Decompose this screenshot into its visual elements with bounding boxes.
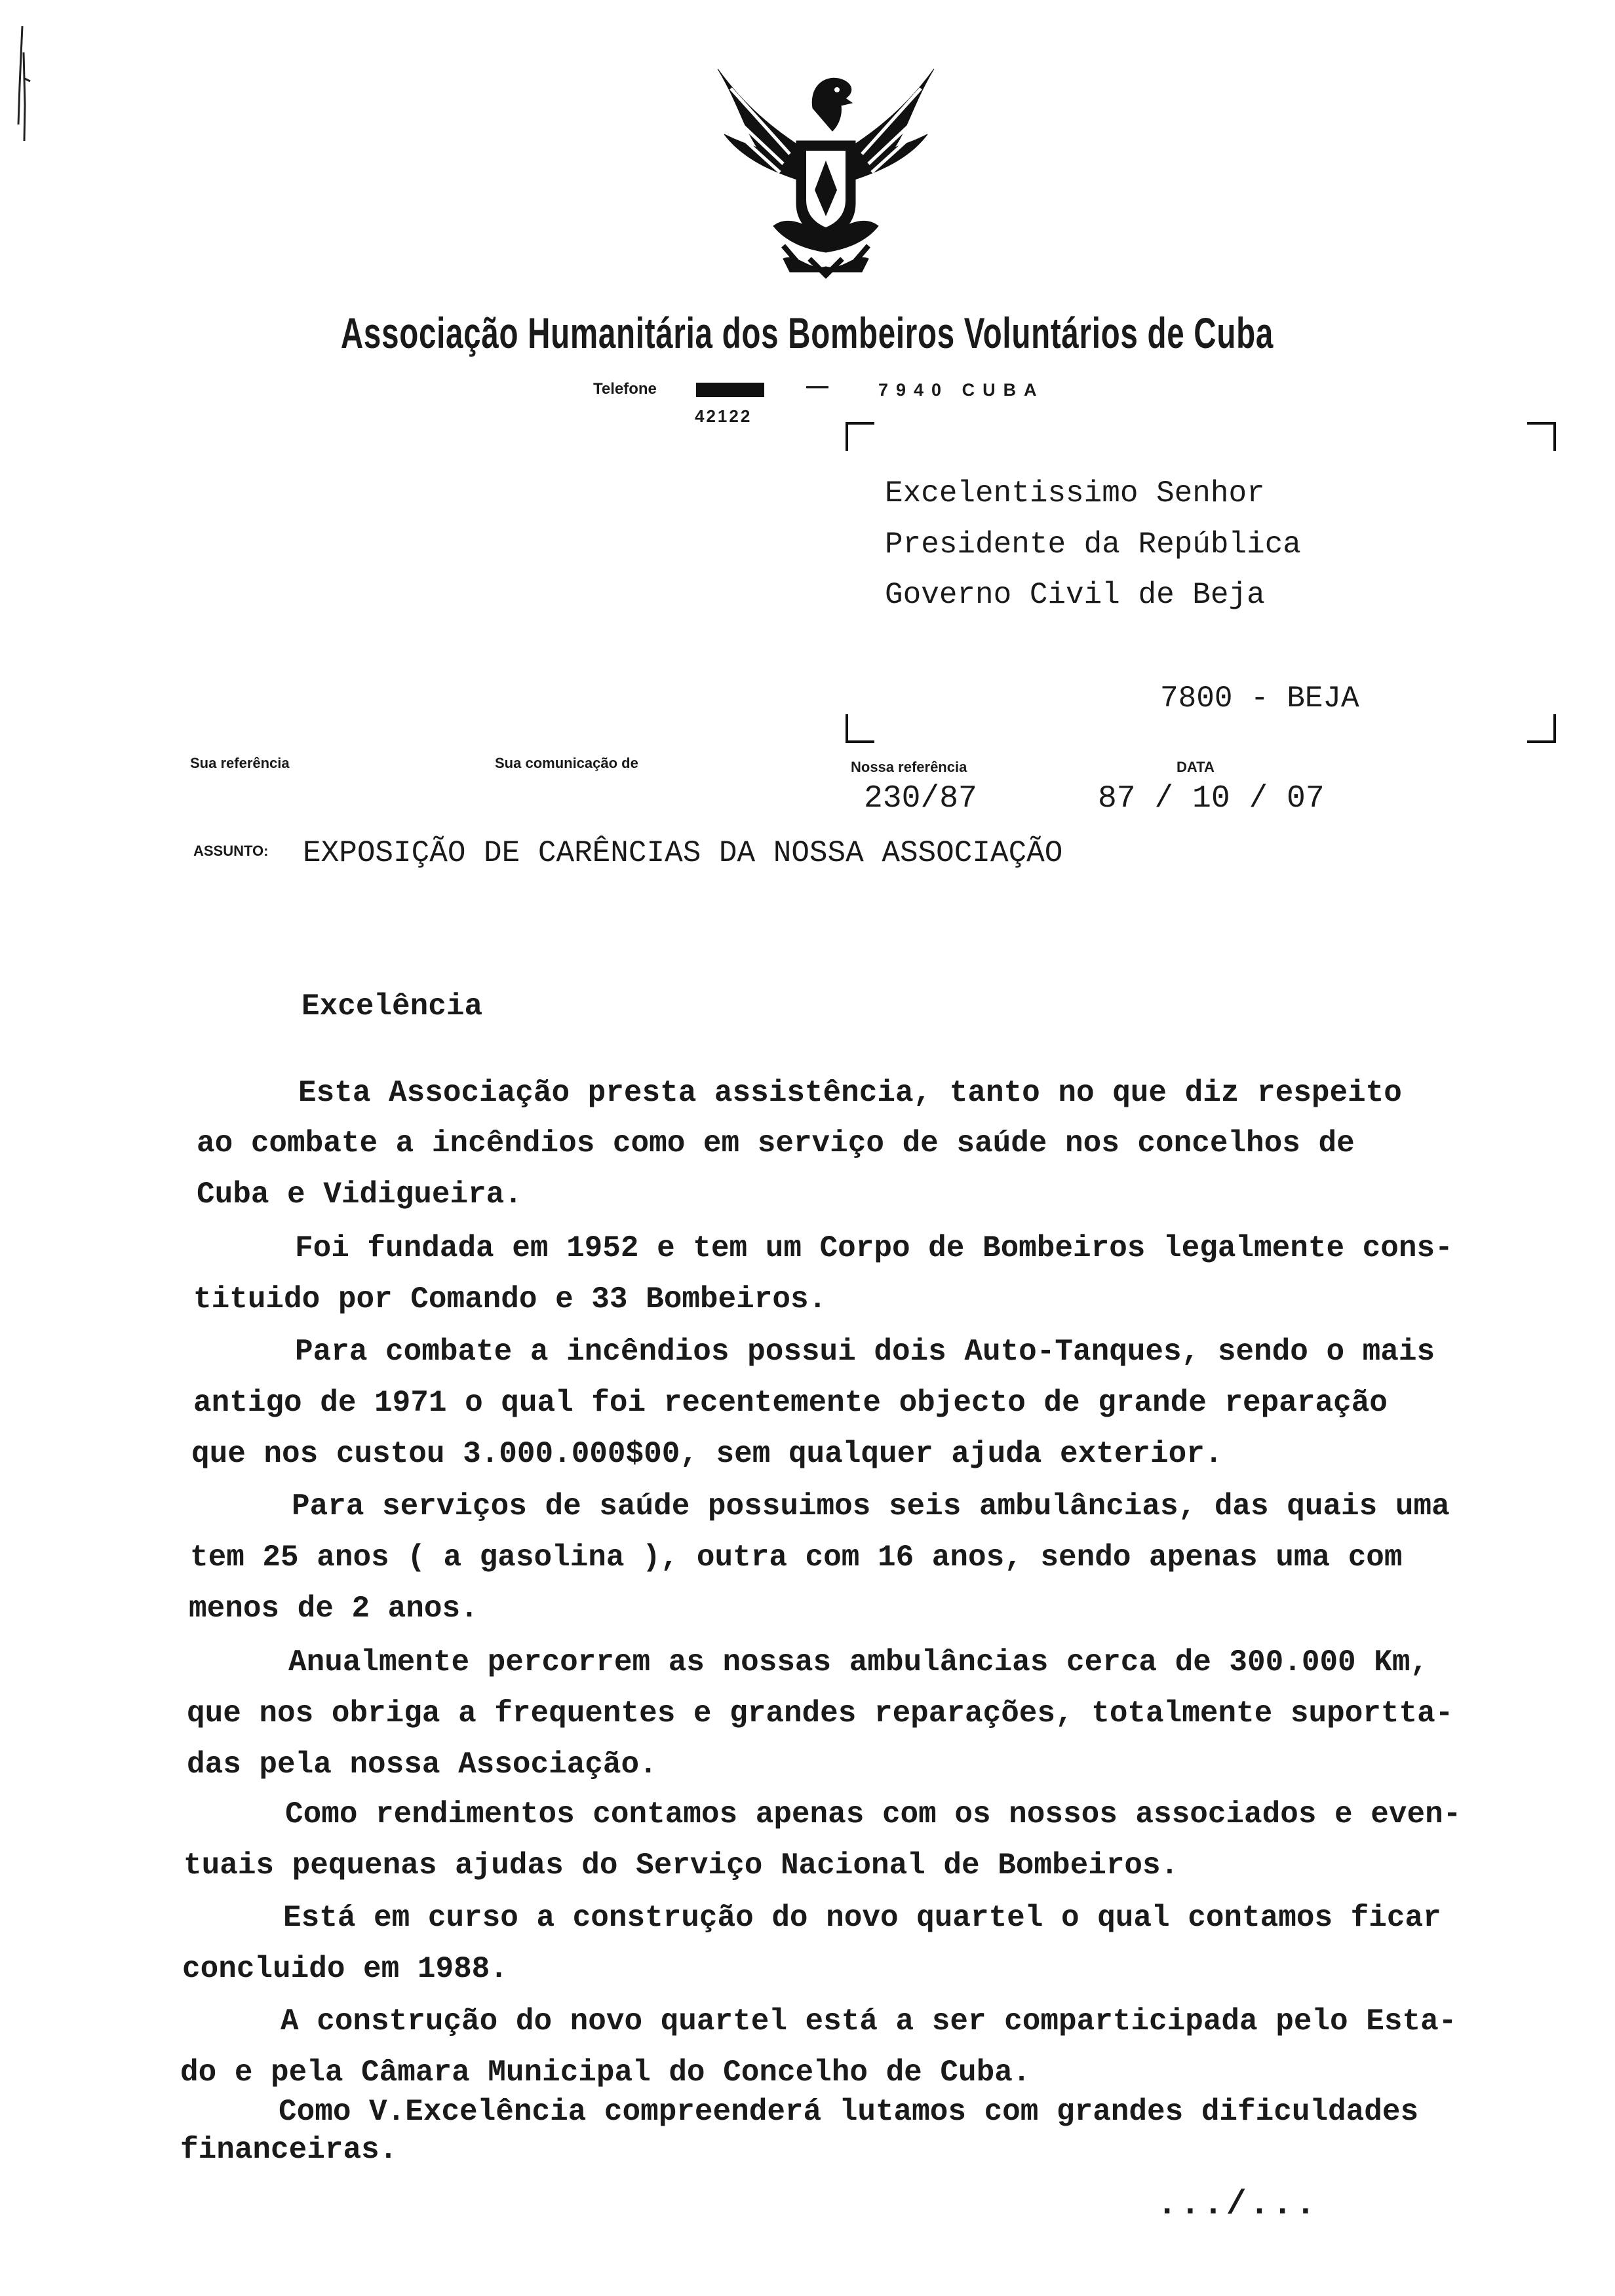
body-line: do e pela Câmara Municipal do Concelho de Cuba. <box>180 2056 1031 2090</box>
recipient-postal: 7800 - BEJA <box>1160 681 1359 716</box>
body-line: Está em curso a construção do novo quartel o qual contamos ficar <box>283 1901 1441 1935</box>
body-line: que nos obriga a frequentes e grandes reparações, totalmente suportta- <box>187 1696 1454 1731</box>
eagle-crest-icon <box>711 62 941 278</box>
phone-number: 42122 <box>695 406 752 426</box>
data-label: DATA <box>1177 759 1215 775</box>
address-corner-bottom-right <box>1527 714 1556 743</box>
body-line: Para serviços de saúde possuimos seis ambulâncias, das quais uma <box>292 1489 1450 1523</box>
body-line: tuais pequenas ajudas do Serviço Nacional de Bombeiros. <box>184 1848 1179 1883</box>
sua-comunicacao-label: Sua comunicação de <box>495 755 638 771</box>
body-line: Como V.Excelência compreenderá lutamos com grandes dificuldades <box>279 2095 1419 2129</box>
body-line: tituido por Comando e 33 Bombeiros. <box>193 1282 827 1316</box>
body-line: que nos custou 3.000.000$00, sem qualquer ajuda exterior. <box>191 1437 1223 1471</box>
body-line: Foi fundada em 1952 e tem um Corpo de Bombeiros legalmente cons- <box>295 1231 1453 1265</box>
body-line: concluido em 1988. <box>182 1952 508 1986</box>
body-line: Cuba e Vidigueira. <box>197 1177 522 1212</box>
body-line: Como rendimentos contamos apenas com os nossos associados e even- <box>285 1797 1462 1831</box>
subject-text: EXPOSIÇÃO DE CARÊNCIAS DA NOSSA ASSOCIAÇÃO <box>303 836 1063 870</box>
nossa-referencia-value: 230/87 <box>864 781 977 816</box>
recipient-line: Excelentissimo Senhor <box>885 476 1265 510</box>
redaction-bar <box>696 383 764 397</box>
nossa-referencia-label: Nossa referência <box>851 759 967 775</box>
phone-dash: — <box>806 373 828 398</box>
body-line: das pela nossa Associação. <box>187 1748 657 1782</box>
body-line: antigo de 1971 o qual foi recentemente objecto de grande reparação <box>193 1386 1388 1420</box>
body-line: menos de 2 anos. <box>189 1592 478 1626</box>
body-line: Anualmente percorrem as nossas ambulâncias cerca de 300.000 Km, <box>288 1645 1429 1679</box>
date-value: 87 / 10 / 07 <box>1098 781 1325 816</box>
address-corner-top-left <box>846 422 874 451</box>
recipient-line: Presidente da República <box>885 527 1301 562</box>
body-line: ao combate a incêndios como em serviço de saúde nos concelhos de <box>197 1126 1355 1160</box>
letterhead-locality: 7940 CUBA <box>878 380 1045 400</box>
salutation: Excelência <box>302 989 483 1024</box>
address-corner-bottom-left <box>846 714 874 743</box>
body-line: Esta Associação presta assistência, tanto no que diz respeito <box>298 1076 1402 1110</box>
page-continuation: .../... <box>1157 2185 1319 2224</box>
body-line: A construção do novo quartel está a ser comparticipada pelo Esta- <box>281 2004 1457 2038</box>
body-line: Para combate a incêndios possui dois Auto-Tanques, sendo o mais <box>295 1335 1435 1369</box>
address-corner-top-right <box>1527 422 1556 451</box>
sua-referencia-label: Sua referência <box>190 755 290 771</box>
phone-label: Telefone <box>593 380 657 398</box>
recipient-line: Governo Civil de Beja <box>885 578 1265 612</box>
margin-pen-mark <box>13 26 33 144</box>
organization-name: Associação Humanitária dos Bombeiros Voluntários de Cuba <box>340 309 1274 357</box>
body-line: tem 25 anos ( a gasolina ), outra com 16 anos, sendo apenas uma com <box>190 1540 1403 1575</box>
subject-label: ASSUNTO: <box>193 843 269 859</box>
body-line: financeiras. <box>180 2133 398 2167</box>
